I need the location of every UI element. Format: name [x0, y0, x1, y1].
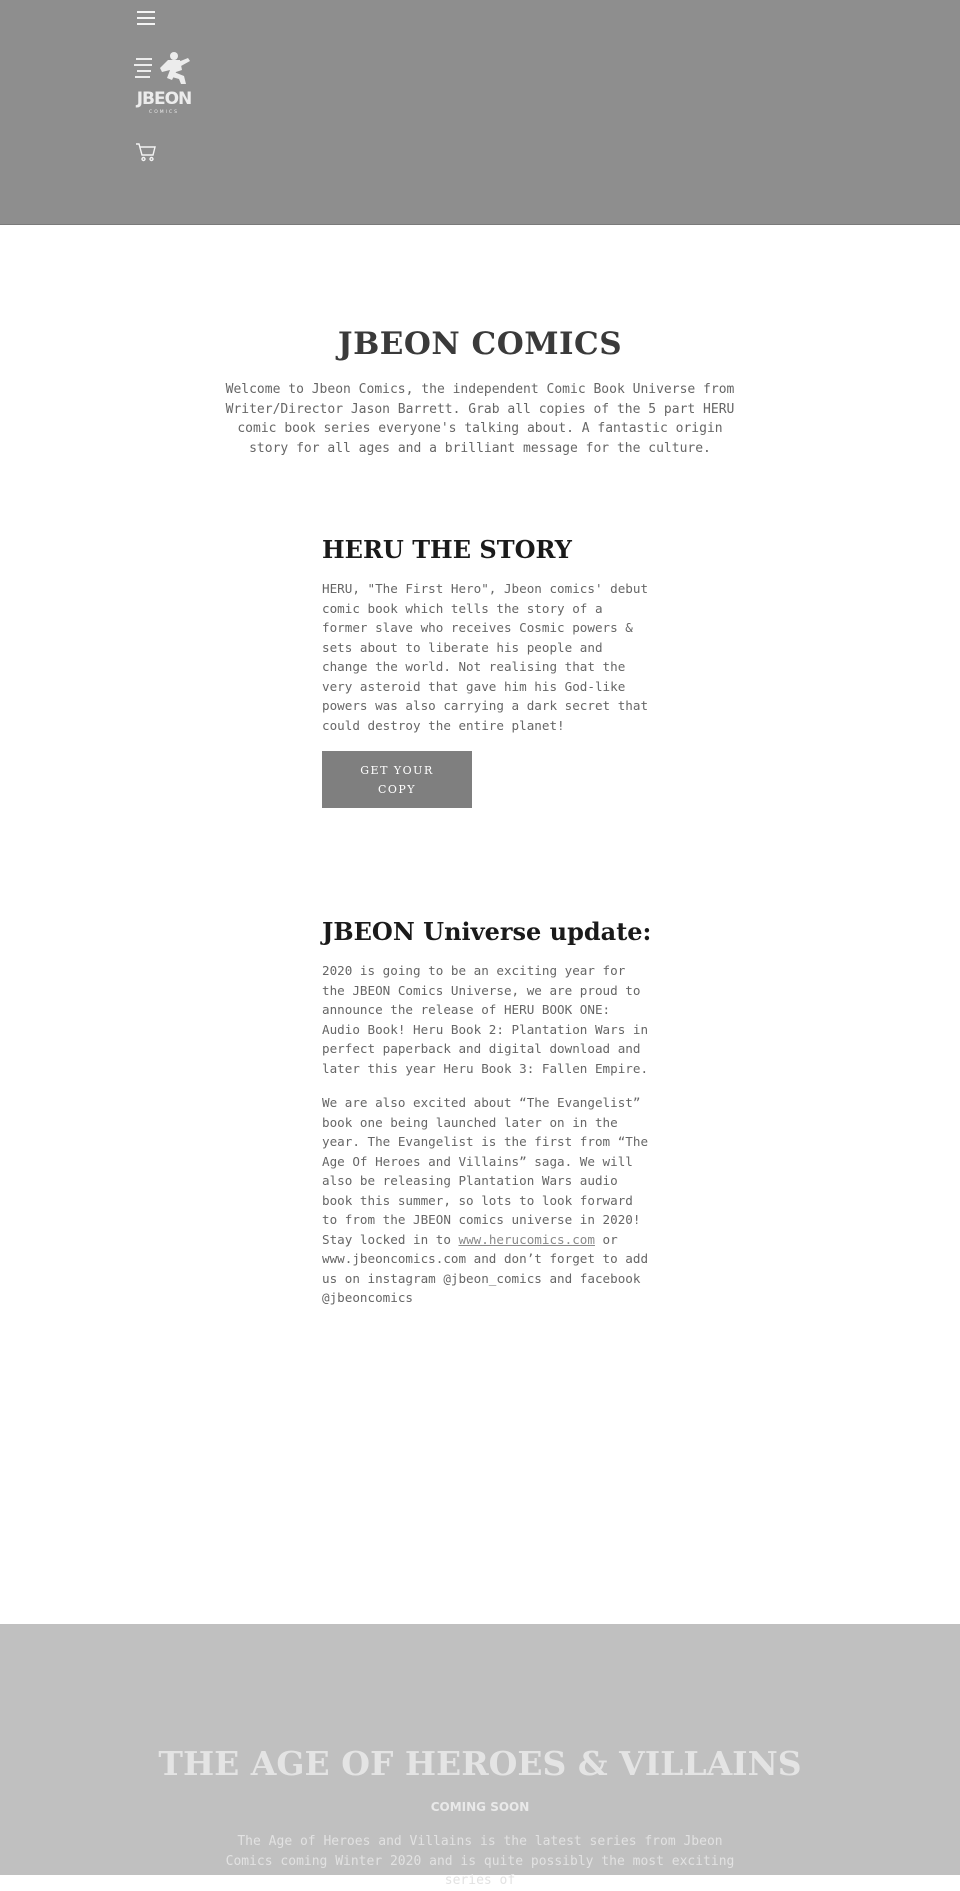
- banner-subtitle: COMING SOON: [430, 1800, 530, 1814]
- update-paragraph-2-end: or www.jbeoncomics.com and don’t forget to add us on instagram @jbeon_comics and facebook @jbeoncomics: [322, 1231, 649, 1305]
- update-heading: JBEON Universe update:: [322, 917, 652, 946]
- banner-text: The Age of Heroes and Villains is the latest series from Jbeon Comics coming Winter 2020 and is quite possibly the most exciting series of: [225, 1834, 735, 1889]
- logo-wordmark: JBEON: [136, 89, 192, 109]
- shopping-cart-icon[interactable]: [135, 141, 157, 163]
- heru-story-section: [322, 536, 652, 808]
- site-header: [0, 0, 960, 225]
- age-of-heroes-banner: [0, 1624, 960, 1889]
- story-text: HERU, "The First Hero", Jbeon comics' debut comic book which tells the story of a former slave who receives Cosmic powers & sets about to liberate his people and change the world. Not realising that the very asteroid that gave him his God-like powers was also carrying a dark secret that could destroy the entire planet!: [322, 581, 649, 733]
- story-heading: HERU THE STORY: [322, 535, 572, 564]
- get-your-copy-button[interactable]: GET YOUR COPY: [322, 751, 472, 808]
- logo-subtext: COMICS: [149, 110, 179, 115]
- jbeon-comics-logo[interactable]: [134, 50, 194, 118]
- update-paragraph-2-start: We are also excited about “The Evangelist” book one being launched later on in the year. The Evangelist is the first from “The Age Of Heroes and Villains” saga. We will also be releasing Plantation Wars audio book this summer, so lots to look forward to from the JBEON comics universe in 2020! Stay locked in to: [322, 1095, 649, 1247]
- intro-text: Welcome to Jbeon Comics, the independent Comic Book Universe from Writer/Director Jason Barrett. Grab all copies of the 5 part HERU comic book series everyone's talking about. A fantastic origin story for all ages and a brilliant message for the culture.: [225, 382, 735, 456]
- page-title: JBEON COMICS: [337, 326, 623, 362]
- herucomics-link[interactable]: www.herucomics.com: [458, 1231, 595, 1247]
- intro-section: [0, 326, 960, 458]
- universe-update-section: [322, 918, 652, 1308]
- hamburger-menu-icon[interactable]: [137, 11, 155, 25]
- update-paragraph-1: 2020 is going to be an exciting year for the JBEON Comics Universe, we are proud to announce the release of HERU BOOK ONE: Audio Book! Heru Book 2: Plantation Wars in perfect paperback and digital download and later this year Heru Book 3: Fallen Empire.: [322, 963, 649, 1076]
- update-paragraph-2: [322, 1093, 652, 1308]
- banner-title: THE AGE OF HEROES & VILLAINS: [158, 1744, 802, 1783]
